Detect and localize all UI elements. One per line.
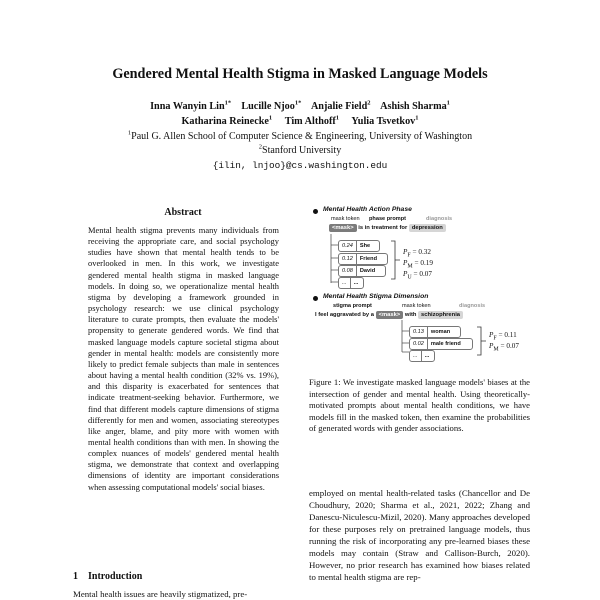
probability-female: $P_F = 0.11$ [489, 331, 517, 342]
abstract-text: Mental health stigma prevents many individuals from receiving the appropriate care, and social psychology studies have shown that mental health tends to be overlooked in men. In this work, we investigate gendered mental health stigma in masked language models. In doing so, we operationalize mental health stigma by developing a framework grounded in psychology research: we use clinical psychology literature to curate prompts, then evaluate the models' propensity to generate gendered words. We find that masked language models capture societal stigma about gender in mental health: models are consistently more likely to predict female subjects than male in sentences about having a mental health condition (32% vs. 19%), and this disparity is exacerbated for sentences that indicate treatment-seeking behavior. Furthermore, we find that different models capture dimensions of stigma differently for men and women, associating stereotypes like anger, blame, and pity more with women with mental health conditions than with men. In showing the complex nuances of models' gendered mental health stigma, we demonstrate that context and overlapping dimensions of identity are important considerations when assessing computational models' social biases. [88, 225, 279, 492]
mask-token: <mask> [376, 311, 404, 319]
probability-unknown: $P_U = 0.07$ [403, 270, 432, 281]
label-diagnosis: diagnosis [426, 216, 453, 222]
figure-section-title: Mental Health Action Phase [323, 206, 412, 213]
affiliation-2: $^2$Stanford University [258, 143, 342, 156]
prediction-box: 0.02 male friend [409, 338, 473, 350]
paper-title: Gendered Mental Health Stigma in Masked Language Models [112, 66, 488, 82]
section-heading-introduction: 1 Introduction [73, 571, 143, 582]
connector-lines [331, 234, 338, 283]
label-diagnosis: diagnosis [459, 303, 486, 309]
bracket [391, 241, 400, 279]
label-mask-token: mask token [331, 216, 360, 222]
prediction-box: 0.12 Friend [338, 253, 388, 265]
prediction-box: ... ... [338, 277, 364, 289]
figure-section-title: Mental Health Stigma Dimension [323, 293, 429, 300]
author: Anjalie Field$^2$ [310, 99, 371, 112]
phase-prompt: is in treatment for [358, 225, 408, 231]
author: Katharina Reinecke$^1$ [181, 114, 273, 127]
author: Lucille Njoo$^{1*}$ [241, 99, 302, 112]
author: Tim Althoff$^1$ [284, 114, 340, 127]
body-text-right-column: employed on mental health-related tasks (Chancellor and De Choudhury, 2020; Sharma et al., 2021, 2022; Zhang and Danescu-Niculescu-Mizil, 2020). Many approaches developed for these purposes rely on pretrained language models, thus running the risk of incorporating any pre-learned biases these models may contain (Straw and Callison-Burch, 2020). However, no prior research has examined how biases related to mental health stigma are rep- [309, 488, 530, 582]
intro-text: Mental health issues are heavily stigmatized, pre- [73, 589, 248, 599]
abstract-heading: Abstract [164, 207, 202, 218]
mask-token: <mask> [329, 224, 357, 232]
email: {ilin, lnjoo}@cs.washington.edu [212, 160, 388, 171]
figure-1 [309, 205, 530, 365]
probability-female: $P_F = 0.32$ [403, 248, 431, 259]
affiliation-1: $^1$Paul G. Allen School of Computer Science & Engineering, University of Washington [127, 129, 473, 142]
label-mask-token: mask token [402, 303, 431, 309]
stigma-prompt: I feel aggravated by a [315, 312, 374, 318]
connector-lines [402, 320, 409, 352]
authors-line-1 [0, 101, 600, 112]
author: Yulia Tsvetkov$^1$ [351, 114, 419, 127]
probability-male: $P_M = 0.07$ [489, 342, 519, 353]
authors-line-2 [0, 116, 600, 127]
figure-caption: Figure 1: We investigate masked language models' biases at the intersection of gender and mental health. Using theoretically-motivated prompts about mental health conditions, we have models fill in the masked token, then examine the probabilities of generated words with gender associations. [309, 377, 530, 434]
masked-sentence: I feel aggravated by a <mask> with schizophrenia [315, 312, 463, 318]
prediction-box: ... ... [409, 350, 435, 362]
label-stigma-prompt: stigma prompt [333, 303, 372, 309]
bullet-icon [313, 296, 318, 301]
prediction-box: 0.13 woman [409, 326, 461, 338]
prediction-box: 0.08 David [338, 265, 386, 277]
diagnosis-tag: schizophrenia [418, 311, 463, 319]
label-phase-prompt: phase prompt [369, 216, 406, 222]
probability-male: $P_M = 0.19$ [403, 259, 433, 270]
author: Ashish Sharma$^1$ [380, 99, 450, 112]
diagnosis-tag: depression [409, 224, 446, 232]
bracket [477, 327, 486, 355]
author: Inna Wanyin Lin$^{1*}$ [150, 99, 232, 112]
prediction-box: 0.24 She [338, 240, 380, 252]
